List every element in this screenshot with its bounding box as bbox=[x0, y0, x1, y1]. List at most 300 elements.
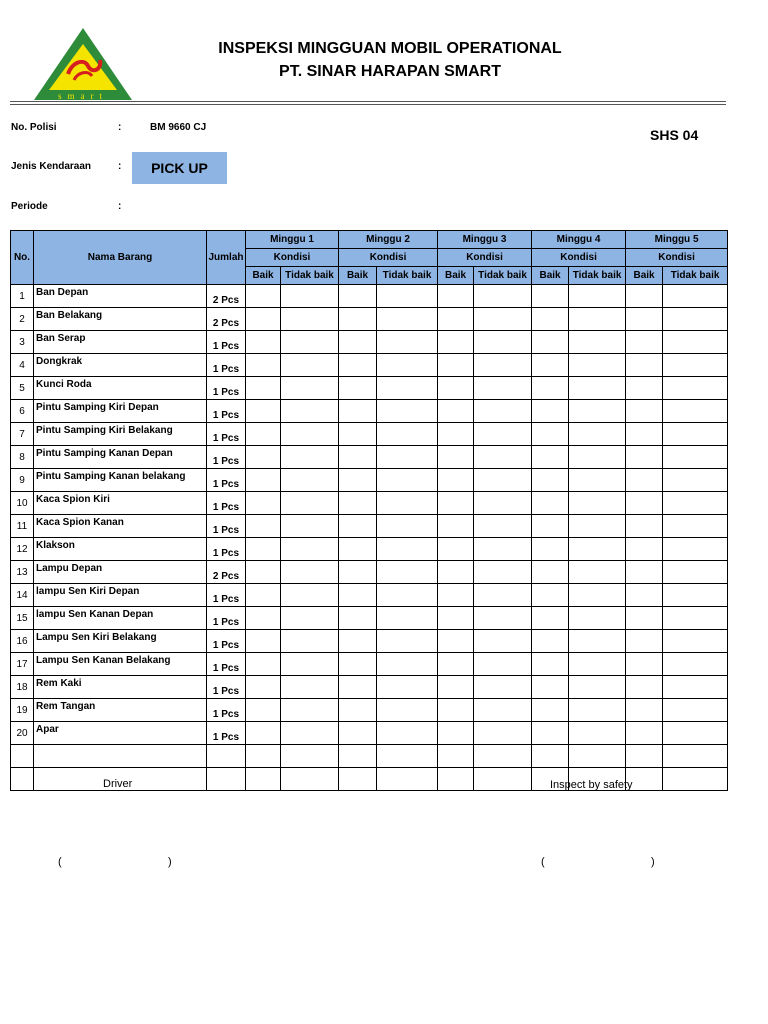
header-not-good: Tidak baik bbox=[569, 267, 626, 285]
week-1-good-cell[interactable] bbox=[246, 699, 281, 722]
week-5-good-cell[interactable] bbox=[626, 469, 663, 492]
week-2-good-cell[interactable] bbox=[339, 354, 377, 377]
week-5-good-cell[interactable] bbox=[626, 377, 663, 400]
week-5-good-cell[interactable] bbox=[626, 653, 663, 676]
week-1-not-good-cell[interactable] bbox=[281, 377, 339, 400]
week-5-good-cell[interactable] bbox=[626, 446, 663, 469]
week-2-not-good-cell[interactable] bbox=[377, 377, 438, 400]
week-4-not-good-cell[interactable] bbox=[569, 515, 626, 538]
week-4-good-cell[interactable] bbox=[532, 423, 569, 446]
week-5-not-good-cell[interactable] bbox=[663, 722, 728, 745]
week-5-not-good-cell[interactable] bbox=[663, 423, 728, 446]
week-2-good-cell[interactable] bbox=[339, 653, 377, 676]
item-name: Lampu Sen Kanan Belakang bbox=[34, 653, 207, 676]
week-1-not-good-cell[interactable] bbox=[281, 722, 339, 745]
header-week-5: Minggu 5 bbox=[626, 231, 728, 249]
week-3-good-cell[interactable] bbox=[438, 676, 474, 699]
week-1-good-cell[interactable] bbox=[246, 285, 281, 308]
week-3-not-good-cell[interactable] bbox=[474, 607, 532, 630]
table-row bbox=[11, 584, 728, 607]
week-4-good-cell[interactable] bbox=[532, 308, 569, 331]
week-3-not-good-cell[interactable] bbox=[474, 285, 532, 308]
week-5-good-cell[interactable] bbox=[626, 630, 663, 653]
table-row bbox=[11, 630, 728, 653]
week-5-good-cell[interactable] bbox=[626, 561, 663, 584]
header-divider bbox=[10, 101, 726, 102]
week-3-not-good-cell[interactable] bbox=[474, 768, 532, 791]
week-3-not-good-cell[interactable] bbox=[474, 515, 532, 538]
header-condition: Kondisi bbox=[626, 249, 728, 267]
week-4-not-good-cell[interactable] bbox=[569, 676, 626, 699]
week-4-not-good-cell[interactable] bbox=[569, 400, 626, 423]
week-3-not-good-cell[interactable] bbox=[474, 653, 532, 676]
week-1-not-good-cell[interactable] bbox=[281, 538, 339, 561]
item-quantity: 1 Pcs bbox=[207, 699, 246, 722]
week-5-not-good-cell[interactable] bbox=[663, 377, 728, 400]
week-5-good-cell[interactable] bbox=[626, 699, 663, 722]
week-2-good-cell[interactable] bbox=[339, 630, 377, 653]
header-not-good: Tidak baik bbox=[663, 267, 728, 285]
week-5-not-good-cell[interactable] bbox=[663, 538, 728, 561]
week-1-good-cell[interactable] bbox=[246, 308, 281, 331]
week-2-good-cell[interactable] bbox=[339, 768, 377, 791]
week-4-not-good-cell[interactable] bbox=[569, 561, 626, 584]
week-4-good-cell[interactable] bbox=[532, 446, 569, 469]
week-3-good-cell[interactable] bbox=[438, 492, 474, 515]
item-quantity: 1 Pcs bbox=[207, 607, 246, 630]
week-5-good-cell[interactable] bbox=[626, 354, 663, 377]
week-4-good-cell[interactable] bbox=[532, 331, 569, 354]
week-5-not-good-cell[interactable] bbox=[663, 492, 728, 515]
week-5-good-cell[interactable] bbox=[626, 745, 663, 768]
week-5-not-good-cell[interactable] bbox=[663, 607, 728, 630]
week-5-good-cell[interactable] bbox=[626, 722, 663, 745]
header-good: Baik bbox=[246, 267, 281, 285]
week-3-not-good-cell[interactable] bbox=[474, 584, 532, 607]
week-2-good-cell[interactable] bbox=[339, 400, 377, 423]
header-good: Baik bbox=[626, 267, 663, 285]
week-1-good-cell[interactable] bbox=[246, 515, 281, 538]
week-2-not-good-cell[interactable] bbox=[377, 607, 438, 630]
week-4-not-good-cell[interactable] bbox=[569, 492, 626, 515]
week-5-good-cell[interactable] bbox=[626, 423, 663, 446]
week-3-good-cell[interactable] bbox=[438, 400, 474, 423]
week-3-not-good-cell[interactable] bbox=[474, 699, 532, 722]
week-1-good-cell[interactable] bbox=[246, 377, 281, 400]
header-week-1: Minggu 1 bbox=[246, 231, 339, 249]
week-1-good-cell[interactable] bbox=[246, 469, 281, 492]
week-4-good-cell[interactable] bbox=[532, 630, 569, 653]
week-1-good-cell[interactable] bbox=[246, 561, 281, 584]
colon: : bbox=[118, 122, 122, 133]
week-4-not-good-cell[interactable] bbox=[569, 285, 626, 308]
week-5-not-good-cell[interactable] bbox=[663, 653, 728, 676]
item-name: Ban Belakang bbox=[34, 308, 207, 331]
item-quantity: 2 Pcs bbox=[207, 308, 246, 331]
week-4-not-good-cell[interactable] bbox=[569, 745, 626, 768]
row-number: 18 bbox=[11, 676, 34, 699]
item-quantity: 2 Pcs bbox=[207, 285, 246, 308]
week-3-good-cell[interactable] bbox=[438, 331, 474, 354]
week-3-not-good-cell[interactable] bbox=[474, 469, 532, 492]
header-not-good: Tidak baik bbox=[377, 267, 438, 285]
week-4-not-good-cell[interactable] bbox=[569, 469, 626, 492]
item-quantity: 1 Pcs bbox=[207, 400, 246, 423]
week-1-good-cell[interactable] bbox=[246, 676, 281, 699]
week-4-good-cell[interactable] bbox=[532, 285, 569, 308]
week-1-good-cell[interactable] bbox=[246, 423, 281, 446]
week-2-not-good-cell[interactable] bbox=[377, 354, 438, 377]
week-4-not-good-cell[interactable] bbox=[569, 699, 626, 722]
item-name: Ban Depan bbox=[34, 285, 207, 308]
police-number-value: BM 9660 CJ bbox=[150, 122, 207, 133]
week-1-good-cell[interactable] bbox=[246, 538, 281, 561]
table-row bbox=[11, 400, 728, 423]
week-3-good-cell[interactable] bbox=[438, 584, 474, 607]
item-quantity: 1 Pcs bbox=[207, 653, 246, 676]
week-2-good-cell[interactable] bbox=[339, 745, 377, 768]
week-3-not-good-cell[interactable] bbox=[474, 676, 532, 699]
item-quantity bbox=[207, 745, 246, 768]
inspection-table bbox=[10, 230, 728, 791]
item-name: Pintu Samping Kiri Depan bbox=[34, 400, 207, 423]
week-2-not-good-cell[interactable] bbox=[377, 285, 438, 308]
week-2-good-cell[interactable] bbox=[339, 331, 377, 354]
week-1-not-good-cell[interactable] bbox=[281, 676, 339, 699]
row-number: 20 bbox=[11, 722, 34, 745]
week-1-good-cell[interactable] bbox=[246, 607, 281, 630]
week-2-not-good-cell[interactable] bbox=[377, 722, 438, 745]
week-4-not-good-cell[interactable] bbox=[569, 653, 626, 676]
week-5-good-cell[interactable] bbox=[626, 538, 663, 561]
week-1-not-good-cell[interactable] bbox=[281, 745, 339, 768]
week-1-good-cell[interactable] bbox=[246, 722, 281, 745]
header-condition: Kondisi bbox=[532, 249, 626, 267]
header-good: Baik bbox=[438, 267, 474, 285]
week-4-not-good-cell[interactable] bbox=[569, 584, 626, 607]
table-row bbox=[11, 538, 728, 561]
week-1-good-cell[interactable] bbox=[246, 492, 281, 515]
page-title: INSPEKSI MINGGUAN MOBIL OPERATIONAL bbox=[218, 40, 562, 57]
week-5-good-cell[interactable] bbox=[626, 676, 663, 699]
item-name: Lampu Sen Kiri Belakang bbox=[34, 630, 207, 653]
week-2-not-good-cell[interactable] bbox=[377, 630, 438, 653]
week-1-good-cell[interactable] bbox=[246, 331, 281, 354]
item-name: Lampu Depan bbox=[34, 561, 207, 584]
week-1-not-good-cell[interactable] bbox=[281, 515, 339, 538]
week-1-not-good-cell[interactable] bbox=[281, 469, 339, 492]
week-3-good-cell[interactable] bbox=[438, 354, 474, 377]
header-good: Baik bbox=[339, 267, 377, 285]
week-3-not-good-cell[interactable] bbox=[474, 561, 532, 584]
week-4-good-cell[interactable] bbox=[532, 400, 569, 423]
week-2-not-good-cell[interactable] bbox=[377, 515, 438, 538]
week-5-good-cell[interactable] bbox=[626, 285, 663, 308]
item-quantity: 1 Pcs bbox=[207, 354, 246, 377]
week-2-not-good-cell[interactable] bbox=[377, 492, 438, 515]
week-5-good-cell[interactable] bbox=[626, 515, 663, 538]
week-3-good-cell[interactable] bbox=[438, 285, 474, 308]
week-2-not-good-cell[interactable] bbox=[377, 469, 438, 492]
row-number: 12 bbox=[11, 538, 34, 561]
inspector-label: Inspect by safety bbox=[550, 779, 633, 791]
week-5-good-cell[interactable] bbox=[626, 400, 663, 423]
week-2-not-good-cell[interactable] bbox=[377, 308, 438, 331]
week-3-good-cell[interactable] bbox=[438, 722, 474, 745]
table-row bbox=[11, 722, 728, 745]
week-3-not-good-cell[interactable] bbox=[474, 446, 532, 469]
week-3-good-cell[interactable] bbox=[438, 469, 474, 492]
week-2-not-good-cell[interactable] bbox=[377, 446, 438, 469]
week-3-not-good-cell[interactable] bbox=[474, 538, 532, 561]
week-5-good-cell[interactable] bbox=[626, 492, 663, 515]
week-3-not-good-cell[interactable] bbox=[474, 423, 532, 446]
item-quantity: 1 Pcs bbox=[207, 722, 246, 745]
week-2-not-good-cell[interactable] bbox=[377, 653, 438, 676]
week-2-good-cell[interactable] bbox=[339, 676, 377, 699]
week-5-good-cell[interactable] bbox=[626, 308, 663, 331]
week-4-not-good-cell[interactable] bbox=[569, 446, 626, 469]
header-good: Baik bbox=[532, 267, 569, 285]
week-1-good-cell[interactable] bbox=[246, 653, 281, 676]
item-quantity: 1 Pcs bbox=[207, 423, 246, 446]
week-2-good-cell[interactable] bbox=[339, 285, 377, 308]
week-2-not-good-cell[interactable] bbox=[377, 561, 438, 584]
colon: : bbox=[118, 161, 122, 172]
week-1-good-cell[interactable] bbox=[246, 354, 281, 377]
week-5-not-good-cell[interactable] bbox=[663, 699, 728, 722]
week-3-good-cell[interactable] bbox=[438, 377, 474, 400]
week-2-good-cell[interactable] bbox=[339, 423, 377, 446]
item-name: Pintu Samping Kiri Belakang bbox=[34, 423, 207, 446]
week-2-not-good-cell[interactable] bbox=[377, 331, 438, 354]
week-1-good-cell[interactable] bbox=[246, 768, 281, 791]
week-2-not-good-cell[interactable] bbox=[377, 538, 438, 561]
item-name: Apar bbox=[34, 722, 207, 745]
item-quantity: 1 Pcs bbox=[207, 331, 246, 354]
week-3-not-good-cell[interactable] bbox=[474, 308, 532, 331]
week-3-good-cell[interactable] bbox=[438, 515, 474, 538]
header-condition: Kondisi bbox=[246, 249, 339, 267]
item-quantity: 1 Pcs bbox=[207, 469, 246, 492]
week-5-not-good-cell[interactable] bbox=[663, 561, 728, 584]
week-3-good-cell[interactable] bbox=[438, 653, 474, 676]
week-4-good-cell[interactable] bbox=[532, 722, 569, 745]
week-1-not-good-cell[interactable] bbox=[281, 423, 339, 446]
week-4-good-cell[interactable] bbox=[532, 377, 569, 400]
week-5-not-good-cell[interactable] bbox=[663, 285, 728, 308]
week-5-good-cell[interactable] bbox=[626, 607, 663, 630]
week-3-good-cell[interactable] bbox=[438, 538, 474, 561]
week-1-not-good-cell[interactable] bbox=[281, 308, 339, 331]
week-1-good-cell[interactable] bbox=[246, 584, 281, 607]
item-name: lampu Sen Kiri Depan bbox=[34, 584, 207, 607]
week-1-not-good-cell[interactable] bbox=[281, 561, 339, 584]
week-4-good-cell[interactable] bbox=[532, 538, 569, 561]
week-3-not-good-cell[interactable] bbox=[474, 492, 532, 515]
week-4-not-good-cell[interactable] bbox=[569, 308, 626, 331]
week-5-not-good-cell[interactable] bbox=[663, 446, 728, 469]
row-number: 17 bbox=[11, 653, 34, 676]
week-3-good-cell[interactable] bbox=[438, 768, 474, 791]
item-quantity: 1 Pcs bbox=[207, 515, 246, 538]
item-name: Kaca Spion Kanan bbox=[34, 515, 207, 538]
week-2-good-cell[interactable] bbox=[339, 607, 377, 630]
table-row bbox=[11, 423, 728, 446]
inspector-signature-open: ( bbox=[541, 856, 545, 868]
week-4-good-cell[interactable] bbox=[532, 469, 569, 492]
week-2-good-cell[interactable] bbox=[339, 515, 377, 538]
week-5-good-cell[interactable] bbox=[626, 331, 663, 354]
week-5-not-good-cell[interactable] bbox=[663, 400, 728, 423]
week-3-good-cell[interactable] bbox=[438, 699, 474, 722]
week-4-good-cell[interactable] bbox=[532, 584, 569, 607]
week-4-not-good-cell[interactable] bbox=[569, 331, 626, 354]
week-5-good-cell[interactable] bbox=[626, 584, 663, 607]
row-number: 15 bbox=[11, 607, 34, 630]
week-4-not-good-cell[interactable] bbox=[569, 354, 626, 377]
header-not-good: Tidak baik bbox=[281, 267, 339, 285]
week-3-good-cell[interactable] bbox=[438, 561, 474, 584]
item-name: Pintu Samping Kanan Depan bbox=[34, 446, 207, 469]
row-number: 9 bbox=[11, 469, 34, 492]
company-name: PT. SINAR HARAPAN SMART bbox=[279, 63, 501, 80]
item-quantity: 1 Pcs bbox=[207, 492, 246, 515]
header-divider bbox=[10, 104, 726, 105]
week-4-good-cell[interactable] bbox=[532, 699, 569, 722]
week-5-not-good-cell[interactable] bbox=[663, 515, 728, 538]
week-1-good-cell[interactable] bbox=[246, 446, 281, 469]
week-2-good-cell[interactable] bbox=[339, 699, 377, 722]
week-4-good-cell[interactable] bbox=[532, 354, 569, 377]
week-4-not-good-cell[interactable] bbox=[569, 607, 626, 630]
week-1-not-good-cell[interactable] bbox=[281, 768, 339, 791]
week-4-good-cell[interactable] bbox=[532, 676, 569, 699]
row-number bbox=[11, 768, 34, 791]
header-week-3: Minggu 3 bbox=[438, 231, 532, 249]
week-4-good-cell[interactable] bbox=[532, 492, 569, 515]
week-1-good-cell[interactable] bbox=[246, 630, 281, 653]
week-2-good-cell[interactable] bbox=[339, 584, 377, 607]
week-3-not-good-cell[interactable] bbox=[474, 745, 532, 768]
week-1-not-good-cell[interactable] bbox=[281, 630, 339, 653]
week-2-not-good-cell[interactable] bbox=[377, 699, 438, 722]
item-quantity: 1 Pcs bbox=[207, 584, 246, 607]
week-4-good-cell[interactable] bbox=[532, 607, 569, 630]
week-4-not-good-cell[interactable] bbox=[569, 630, 626, 653]
week-3-not-good-cell[interactable] bbox=[474, 354, 532, 377]
week-4-not-good-cell[interactable] bbox=[569, 377, 626, 400]
week-1-not-good-cell[interactable] bbox=[281, 285, 339, 308]
week-3-good-cell[interactable] bbox=[438, 607, 474, 630]
driver-label: Driver bbox=[103, 778, 133, 790]
header-week-4: Minggu 4 bbox=[532, 231, 626, 249]
week-4-not-good-cell[interactable] bbox=[569, 423, 626, 446]
week-2-good-cell[interactable] bbox=[339, 722, 377, 745]
week-2-not-good-cell[interactable] bbox=[377, 768, 438, 791]
week-1-not-good-cell[interactable] bbox=[281, 584, 339, 607]
week-5-not-good-cell[interactable] bbox=[663, 584, 728, 607]
row-number: 1 bbox=[11, 285, 34, 308]
week-1-not-good-cell[interactable] bbox=[281, 607, 339, 630]
week-2-not-good-cell[interactable] bbox=[377, 584, 438, 607]
item-name: lampu Sen Kanan Depan bbox=[34, 607, 207, 630]
week-4-good-cell[interactable] bbox=[532, 515, 569, 538]
week-1-not-good-cell[interactable] bbox=[281, 354, 339, 377]
week-3-good-cell[interactable] bbox=[438, 446, 474, 469]
row-number: 6 bbox=[11, 400, 34, 423]
item-quantity: 1 Pcs bbox=[207, 377, 246, 400]
week-4-not-good-cell[interactable] bbox=[569, 722, 626, 745]
week-2-good-cell[interactable] bbox=[339, 446, 377, 469]
week-5-not-good-cell[interactable] bbox=[663, 676, 728, 699]
week-2-good-cell[interactable] bbox=[339, 492, 377, 515]
week-1-not-good-cell[interactable] bbox=[281, 492, 339, 515]
row-number: 2 bbox=[11, 308, 34, 331]
vehicle-type-label: Jenis Kendaraan bbox=[11, 161, 92, 172]
document-code: SHS 04 bbox=[650, 127, 699, 143]
week-5-not-good-cell[interactable] bbox=[663, 308, 728, 331]
week-1-not-good-cell[interactable] bbox=[281, 400, 339, 423]
week-3-good-cell[interactable] bbox=[438, 745, 474, 768]
week-5-not-good-cell[interactable] bbox=[663, 469, 728, 492]
week-3-not-good-cell[interactable] bbox=[474, 377, 532, 400]
item-name: Rem Kaki bbox=[34, 676, 207, 699]
week-5-not-good-cell[interactable] bbox=[663, 354, 728, 377]
week-3-not-good-cell[interactable] bbox=[474, 630, 532, 653]
week-1-not-good-cell[interactable] bbox=[281, 653, 339, 676]
item-name: Kunci Roda bbox=[34, 377, 207, 400]
row-number: 8 bbox=[11, 446, 34, 469]
item-quantity: 1 Pcs bbox=[207, 630, 246, 653]
week-2-good-cell[interactable] bbox=[339, 561, 377, 584]
week-1-not-good-cell[interactable] bbox=[281, 331, 339, 354]
week-5-not-good-cell[interactable] bbox=[663, 331, 728, 354]
week-4-good-cell[interactable] bbox=[532, 745, 569, 768]
table-row bbox=[11, 745, 728, 768]
week-3-not-good-cell[interactable] bbox=[474, 400, 532, 423]
week-1-good-cell[interactable] bbox=[246, 745, 281, 768]
week-2-not-good-cell[interactable] bbox=[377, 400, 438, 423]
header-not-good: Tidak baik bbox=[474, 267, 532, 285]
week-2-good-cell[interactable] bbox=[339, 469, 377, 492]
week-3-good-cell[interactable] bbox=[438, 630, 474, 653]
item-quantity: 2 Pcs bbox=[207, 561, 246, 584]
week-5-not-good-cell[interactable] bbox=[663, 745, 728, 768]
item-quantity: 1 Pcs bbox=[207, 538, 246, 561]
week-2-good-cell[interactable] bbox=[339, 308, 377, 331]
week-3-good-cell[interactable] bbox=[438, 308, 474, 331]
week-2-not-good-cell[interactable] bbox=[377, 745, 438, 768]
week-3-not-good-cell[interactable] bbox=[474, 331, 532, 354]
week-2-good-cell[interactable] bbox=[339, 377, 377, 400]
week-4-not-good-cell[interactable] bbox=[569, 538, 626, 561]
week-4-good-cell[interactable] bbox=[532, 561, 569, 584]
week-5-not-good-cell[interactable] bbox=[663, 630, 728, 653]
week-2-not-good-cell[interactable] bbox=[377, 423, 438, 446]
item-name: Dongkrak bbox=[34, 354, 207, 377]
week-2-not-good-cell[interactable] bbox=[377, 676, 438, 699]
week-2-good-cell[interactable] bbox=[339, 538, 377, 561]
week-1-not-good-cell[interactable] bbox=[281, 446, 339, 469]
week-3-not-good-cell[interactable] bbox=[474, 722, 532, 745]
week-4-good-cell[interactable] bbox=[532, 653, 569, 676]
inspector-signature-close: ) bbox=[651, 856, 655, 868]
week-3-good-cell[interactable] bbox=[438, 423, 474, 446]
week-1-not-good-cell[interactable] bbox=[281, 699, 339, 722]
week-1-good-cell[interactable] bbox=[246, 400, 281, 423]
week-5-not-good-cell[interactable] bbox=[663, 768, 728, 791]
